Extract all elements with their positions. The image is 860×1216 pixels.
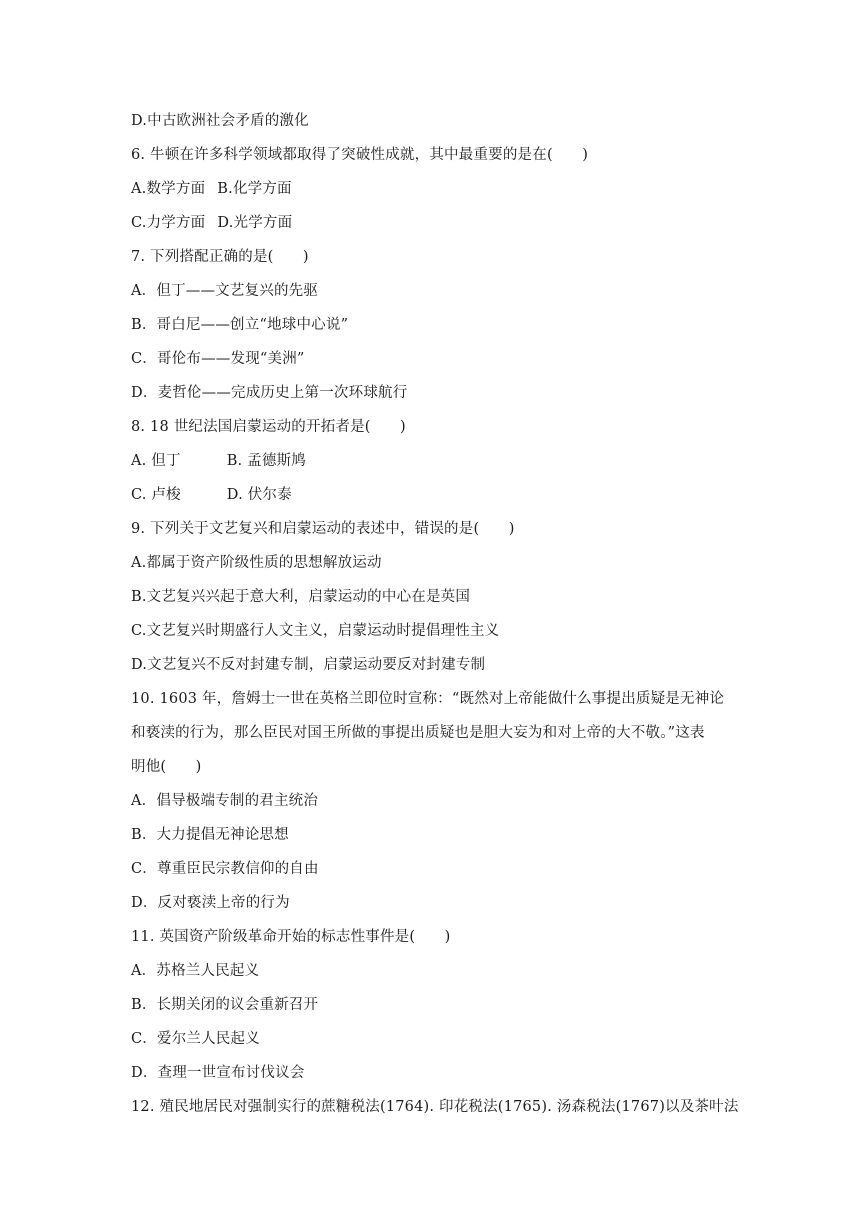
option-row — [131, 213, 292, 233]
option-text: A．但丁——文艺复兴的先驱 — [131, 283, 319, 299]
question-6: 6. 牛顿在许多科学领域都取得了突破性成就，其中最重要的是在( ) — [131, 147, 589, 163]
option-row — [131, 485, 292, 505]
option-text: C.力学方面 — [131, 215, 206, 231]
question-10: 10. 1603 年，詹姆士一世在英格兰即位时宣称：“既然对上帝能做什么事提出质疑是无神论 — [131, 691, 725, 707]
option-text: D．反对亵渎上帝的行为 — [131, 895, 290, 911]
option-text: A.都属于资产阶级性质的思想解放运动 — [131, 555, 382, 571]
question-8: 8. 18 世纪法国启蒙运动的开拓者是( ) — [131, 419, 406, 435]
question-11: 11. 英国资产阶级革命开始的标志性事件是( ) — [131, 929, 451, 945]
option-text: B．大力提倡无神论思想 — [131, 827, 289, 843]
option-text: A. 但丁 — [131, 453, 181, 469]
option-text: D．查理一世宣布讨伐议会 — [131, 1065, 305, 1081]
option-text: C. 卢梭 — [131, 487, 181, 503]
question-10-continued: 明他( ) — [131, 759, 202, 775]
option-text: A．倡导极端专制的君主统治 — [131, 793, 319, 809]
option-row — [131, 451, 306, 471]
option-row — [131, 179, 292, 199]
option-text: B.化学方面 — [217, 181, 292, 197]
option-text: B.文艺复兴兴起于意大利，启蒙运动的中心在是英国 — [131, 589, 471, 605]
question-12: 12. 殖民地居民对强制实行的蔗糖税法(1764). 印花税法(1765). 汤森税法(1767)以及茶叶法 — [131, 1099, 739, 1115]
option-text: C.文艺复兴时期盛行人文主义，启蒙运动时提倡理性主义 — [131, 623, 500, 639]
option-text: C．尊重臣民宗教信仰的自由 — [131, 861, 319, 877]
option-text: B. 孟德斯鸠 — [226, 453, 306, 469]
option-text: D．麦哲伦——完成历史上第一次环球航行 — [131, 385, 408, 401]
option-text: C．哥伦布——发现“美洲” — [131, 351, 305, 367]
option-text: D.光学方面 — [217, 215, 293, 231]
option-text: B．长期关闭的议会重新召开 — [131, 997, 319, 1013]
option-text: D. 伏尔泰 — [226, 487, 292, 503]
option-text: B．哥白尼——创立“地球中心说” — [131, 317, 349, 333]
option-text: C．爱尔兰人民起义 — [131, 1031, 260, 1047]
question-9: 9. 下列关于文艺复兴和启蒙运动的表述中，错误的是( ) — [131, 521, 515, 537]
question-10-continued: 和亵渎的行为，那么臣民对国王所做的事提出质疑也是胆大妄为和对上帝的大不敬。”这表 — [131, 725, 705, 741]
option-text: A.数学方面 — [131, 181, 206, 197]
option-text: D.文艺复兴不反对封建专制，启蒙运动要反对封建专制 — [131, 657, 486, 673]
question-7: 7. 下列搭配正确的是( ) — [131, 249, 309, 265]
option-text: A．苏格兰人民起义 — [131, 963, 260, 979]
option-text: D.中古欧洲社会矛盾的激化 — [131, 113, 309, 129]
